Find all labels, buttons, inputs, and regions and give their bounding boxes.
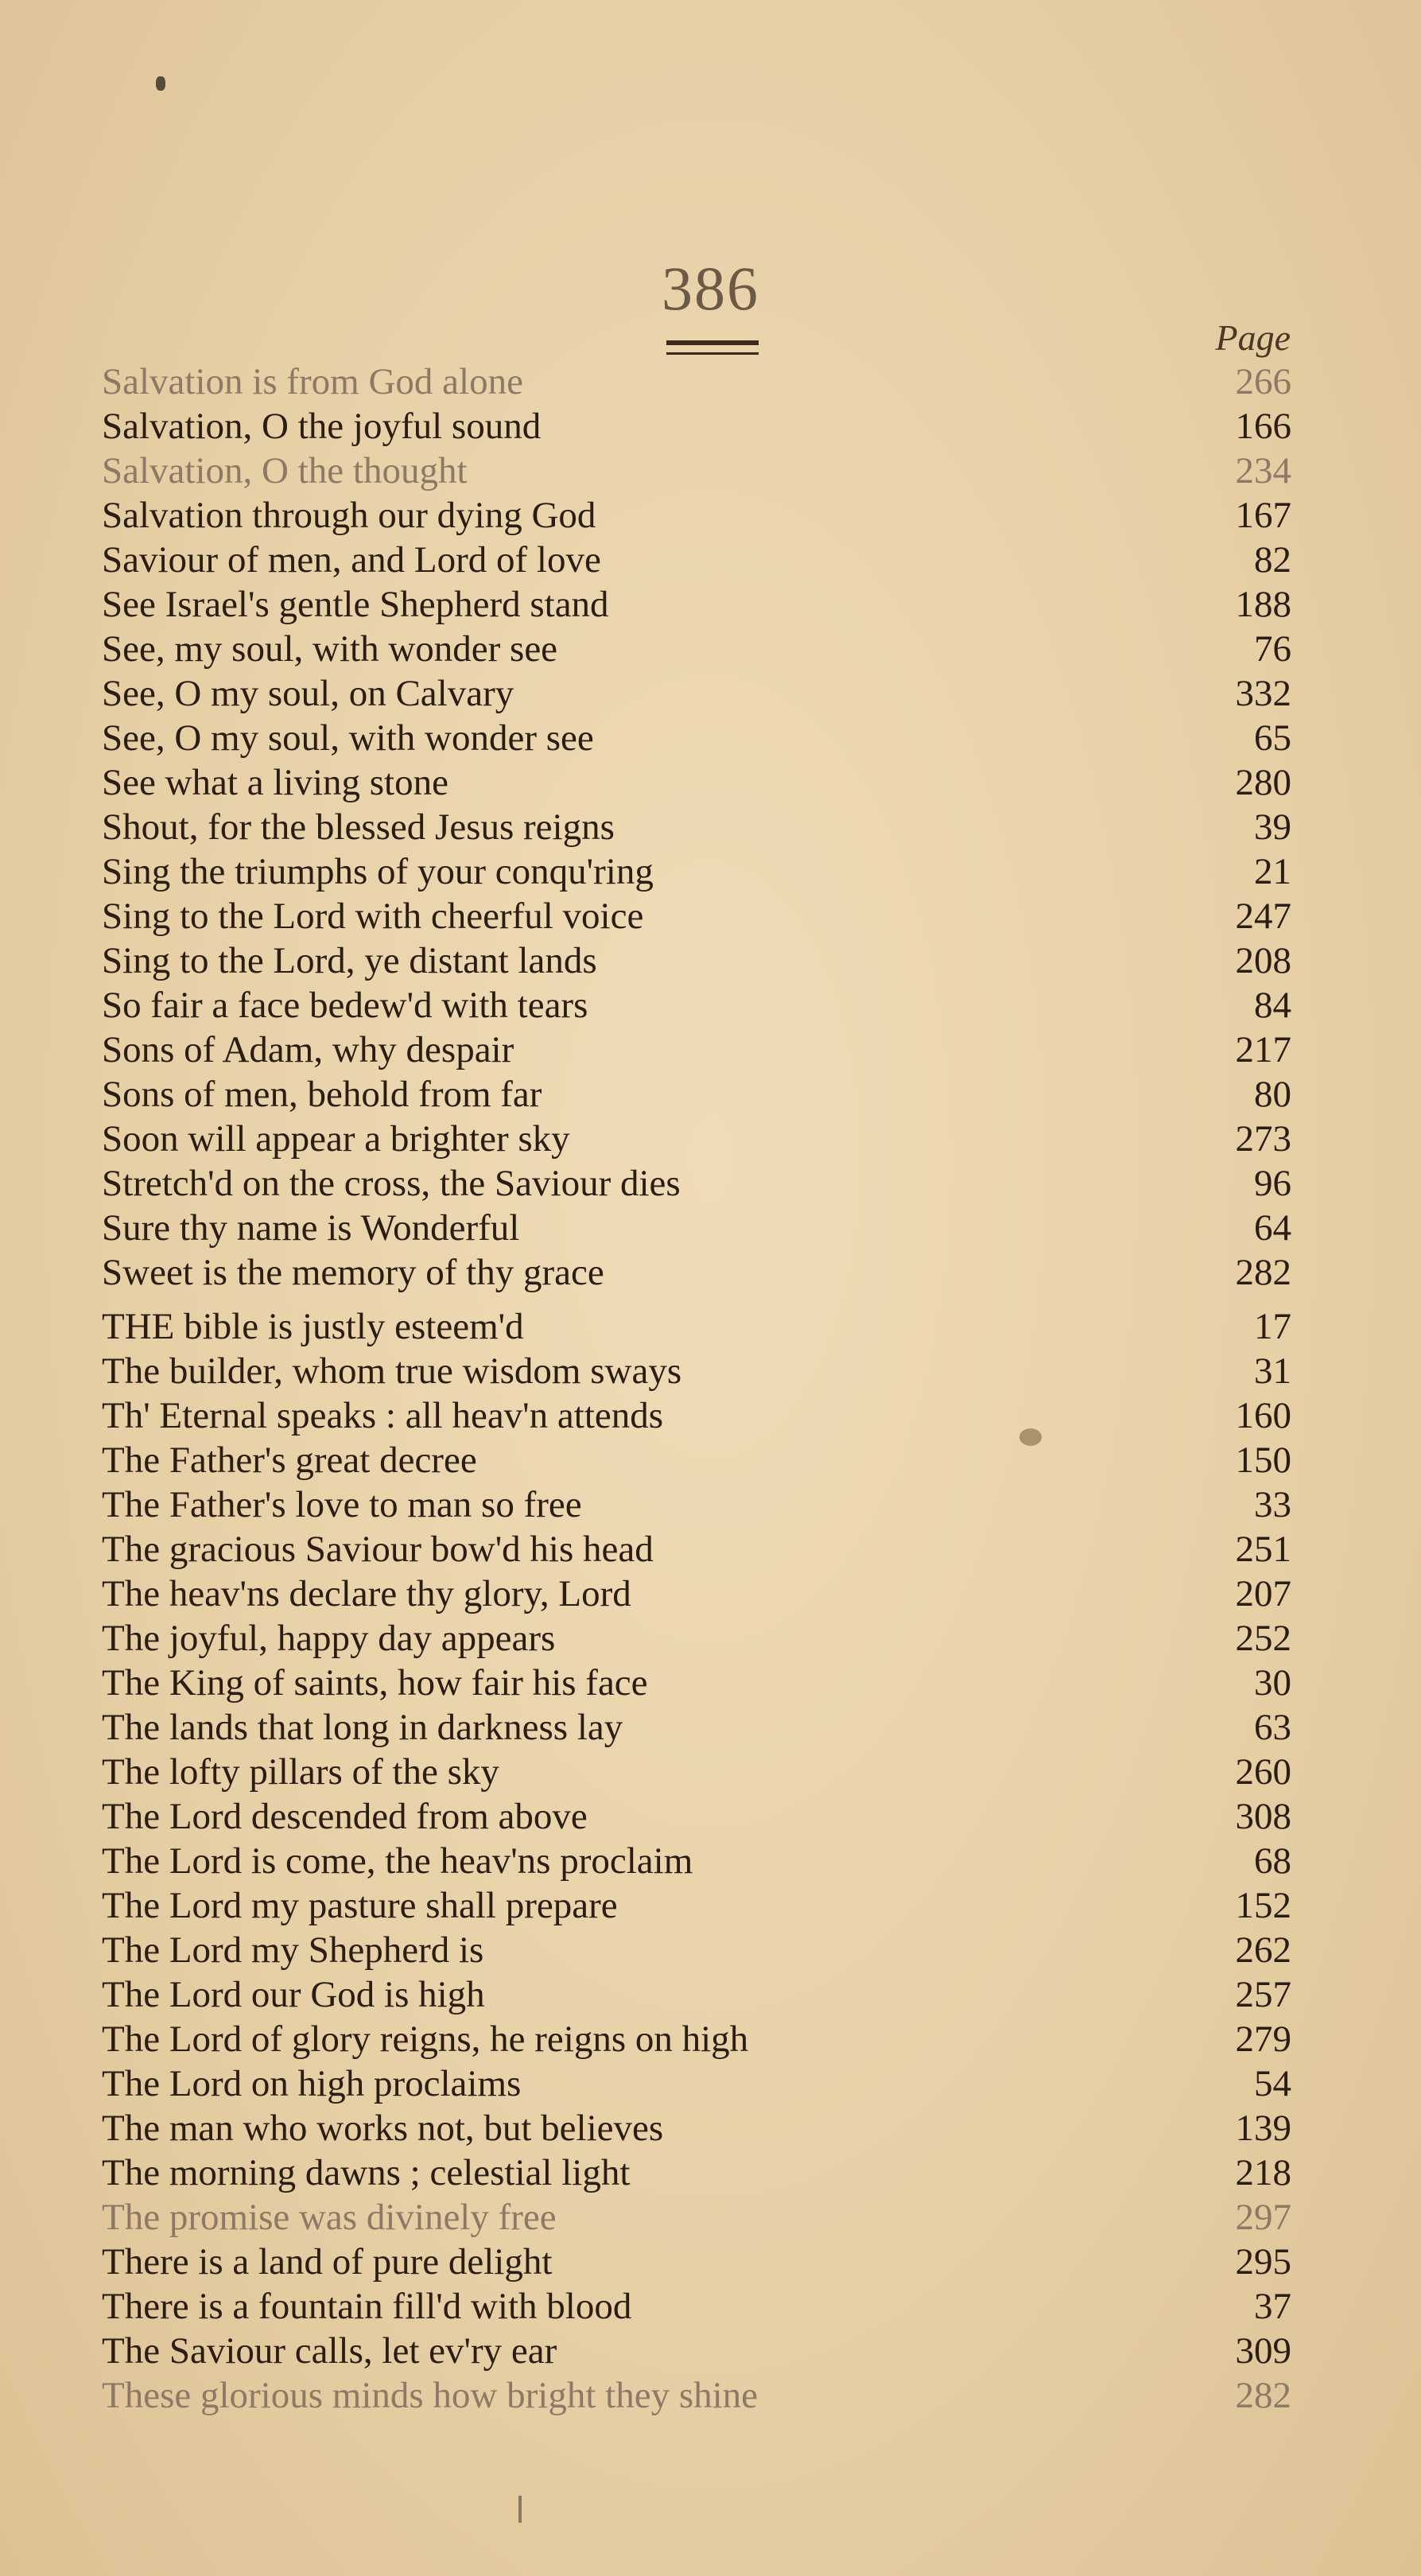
- entry-page-number: 76: [1254, 628, 1291, 670]
- index-entries: [102, 359, 1291, 2418]
- index-entry: [102, 359, 1291, 404]
- index-entry: [102, 1028, 1291, 1072]
- entry-page-number: 160: [1235, 1395, 1291, 1436]
- entry-title: The Father's love to man so free: [102, 1484, 582, 1525]
- index-entry: [102, 1482, 1291, 1527]
- entry-title: Sing the triumphs of your conqu'ring: [102, 851, 654, 892]
- entry-page-number: 280: [1235, 762, 1291, 803]
- entry-title: There is a fountain fill'd with blood: [102, 2286, 632, 2327]
- entry-title: Salvation is from God alone: [102, 361, 523, 402]
- page-number: 386: [662, 254, 759, 323]
- entry-page-number: 208: [1235, 940, 1291, 981]
- entry-page-number: 279: [1235, 2018, 1291, 2060]
- index-entry: [102, 627, 1291, 671]
- entry-title: The builder, whom true wisdom sways: [102, 1350, 682, 1392]
- entry-page-number: 30: [1254, 1662, 1291, 1704]
- index-entry: [102, 2106, 1291, 2151]
- entry-title: THE bible is justly esteem'd: [102, 1306, 524, 1347]
- entry-page-number: 332: [1235, 673, 1291, 714]
- index-entry: [102, 1794, 1291, 1839]
- index-entry: [102, 1616, 1291, 1661]
- entry-title: These glorious minds how bright they shine: [102, 2375, 759, 2416]
- entry-title: Sons of Adam, why despair: [102, 1029, 514, 1070]
- entry-title: See, O my soul, on Calvary: [102, 673, 514, 714]
- entry-page-number: 257: [1235, 1974, 1291, 2015]
- entry-title: Sons of men, behold from far: [102, 1074, 542, 1115]
- index-entry: [102, 1661, 1291, 1705]
- entry-title: The lofty pillars of the sky: [102, 1751, 499, 1793]
- entry-title: Shout, for the blessed Jesus reigns: [102, 806, 615, 848]
- entry-title: The lands that long in darkness lay: [102, 1707, 623, 1748]
- bottom-mark: [518, 2496, 522, 2523]
- index-entry: [102, 1349, 1291, 1393]
- index-entry: [102, 1438, 1291, 1482]
- entry-title: The Lord descended from above: [102, 1796, 588, 1837]
- index-entry: [102, 671, 1291, 716]
- entry-page-number: 188: [1235, 584, 1291, 625]
- entry-title: Soon will appear a brighter sky: [102, 1118, 570, 1160]
- entry-page-number: 282: [1235, 1252, 1291, 1293]
- entry-page-number: 84: [1254, 985, 1291, 1026]
- entry-page-number: 297: [1235, 2197, 1291, 2238]
- entry-title: The heav'ns declare thy glory, Lord: [102, 1573, 631, 1614]
- index-entry: [102, 760, 1291, 805]
- column-header-page: Page: [1215, 317, 1291, 358]
- index-entry: [102, 1304, 1291, 1349]
- entry-page-number: 273: [1235, 1118, 1291, 1160]
- entry-page-number: 252: [1235, 1618, 1291, 1659]
- entry-title: The Lord my pasture shall prepare: [102, 1885, 618, 1926]
- entry-title: So fair a face bedew'd with tears: [102, 985, 588, 1026]
- entry-page-number: 152: [1235, 1885, 1291, 1926]
- entry-title: The Lord is come, the heav'ns proclaim: [102, 1840, 693, 1882]
- entry-page-number: 217: [1235, 1029, 1291, 1070]
- entry-page-number: 266: [1235, 361, 1291, 402]
- entry-title: Salvation, O the thought: [102, 450, 468, 491]
- index-entry: [102, 2329, 1291, 2373]
- entry-title: The Lord our God is high: [102, 1974, 485, 2015]
- entry-page-number: 80: [1254, 1074, 1291, 1115]
- entry-title: See, O my soul, with wonder see: [102, 717, 594, 759]
- entry-page-number: 39: [1254, 806, 1291, 848]
- entry-title: The Lord on high proclaims: [102, 2063, 522, 2104]
- entry-page-number: 282: [1235, 2375, 1291, 2416]
- entry-page-number: 17: [1254, 1306, 1291, 1347]
- entry-page-number: 251: [1235, 1529, 1291, 1570]
- index-entry: [102, 1206, 1291, 1250]
- entry-title: The Father's great decree: [102, 1440, 477, 1481]
- index-entry: [102, 2373, 1291, 2418]
- entry-page-number: 262: [1235, 1929, 1291, 1971]
- index-entry: [102, 2195, 1291, 2240]
- entry-page-number: 65: [1254, 717, 1291, 759]
- index-entry: [102, 1250, 1291, 1295]
- entry-page-number: 96: [1254, 1163, 1291, 1204]
- entry-page-number: 63: [1254, 1707, 1291, 1748]
- entry-page-number: 31: [1254, 1350, 1291, 1392]
- entry-title: The gracious Saviour bow'd his head: [102, 1529, 654, 1570]
- entry-page-number: 33: [1254, 1484, 1291, 1525]
- entry-title: Sure thy name is Wonderful: [102, 1207, 520, 1249]
- index-entry: [102, 2284, 1291, 2329]
- index-entry: [102, 1161, 1291, 1206]
- entry-title: Stretch'd on the cross, the Saviour dies: [102, 1163, 681, 1204]
- entry-title: See Israel's gentle Shepherd stand: [102, 584, 609, 625]
- entry-title: The Lord of glory reigns, he reigns on high: [102, 2018, 749, 2060]
- entry-title: The morning dawns ; celestial light: [102, 2152, 631, 2193]
- header-rule: [666, 340, 759, 355]
- entry-page-number: 207: [1235, 1573, 1291, 1614]
- entry-title: See, my soul, with wonder see: [102, 628, 558, 670]
- index-entry: [102, 2061, 1291, 2106]
- entry-title: The Lord my Shepherd is: [102, 1929, 484, 1971]
- index-entry: [102, 493, 1291, 538]
- entry-page-number: 308: [1235, 1796, 1291, 1837]
- entry-page-number: 150: [1235, 1440, 1291, 1481]
- index-entry: [102, 894, 1291, 938]
- entry-title: Salvation through our dying God: [102, 495, 596, 536]
- index-entry: [102, 1117, 1291, 1161]
- entry-page-number: 295: [1235, 2241, 1291, 2283]
- entry-title: Sweet is the memory of thy grace: [102, 1252, 604, 1293]
- entry-title: Th' Eternal speaks : all heav'n attends: [102, 1395, 664, 1436]
- entry-title: The Saviour calls, let ev'ry ear: [102, 2330, 557, 2372]
- index-entry: [102, 983, 1291, 1028]
- index-entry: [102, 1883, 1291, 1928]
- index-entry: [102, 1972, 1291, 2017]
- ink-mark: [156, 76, 165, 91]
- entry-page-number: 21: [1254, 851, 1291, 892]
- index-entry: [102, 2240, 1291, 2284]
- index-entry: [102, 938, 1291, 983]
- entry-page-number: 54: [1254, 2063, 1291, 2104]
- index-entry: [102, 404, 1291, 449]
- entry-title: See what a living stone: [102, 762, 448, 803]
- entry-page-number: 68: [1254, 1840, 1291, 1882]
- entry-page-number: 234: [1235, 450, 1291, 491]
- entry-page-number: 82: [1254, 539, 1291, 581]
- index-entry: [102, 1572, 1291, 1616]
- entry-title: The joyful, happy day appears: [102, 1618, 556, 1659]
- entry-page-number: 64: [1254, 1207, 1291, 1249]
- entry-title: There is a land of pure delight: [102, 2241, 553, 2283]
- index-entry: [102, 1393, 1291, 1438]
- index-entry: [102, 2151, 1291, 2195]
- index-entry: [102, 805, 1291, 849]
- entry-page-number: 167: [1235, 495, 1291, 536]
- index-entry: [102, 716, 1291, 760]
- index-entry: [102, 1705, 1291, 1750]
- entry-page-number: 139: [1235, 2108, 1291, 2149]
- entry-title: Sing to the Lord, ye distant lands: [102, 940, 597, 981]
- index-entry: [102, 1527, 1291, 1572]
- entry-page-number: 166: [1235, 406, 1291, 447]
- index-entry: [102, 449, 1291, 493]
- index-entry: [102, 582, 1291, 627]
- entry-title: Sing to the Lord with cheerful voice: [102, 896, 644, 937]
- entry-page-number: 309: [1235, 2330, 1291, 2372]
- entry-page-number: 218: [1235, 2152, 1291, 2193]
- index-entry: [102, 1072, 1291, 1117]
- entry-title: The King of saints, how fair his face: [102, 1662, 648, 1704]
- index-entry: [102, 2017, 1291, 2061]
- ink-blot: [1019, 1428, 1042, 1446]
- entry-title: Salvation, O the joyful sound: [102, 406, 542, 447]
- entry-page-number: 260: [1235, 1751, 1291, 1793]
- index-entry: [102, 538, 1291, 582]
- entry-title: The promise was divinely free: [102, 2197, 557, 2238]
- index-entry: [102, 1750, 1291, 1794]
- index-entry: [102, 1928, 1291, 1972]
- entry-title: Saviour of men, and Lord of love: [102, 539, 601, 581]
- index-entry: [102, 1839, 1291, 1883]
- entry-page-number: 37: [1254, 2286, 1291, 2327]
- entry-title: The man who works not, but believes: [102, 2108, 664, 2149]
- entry-page-number: 247: [1235, 896, 1291, 937]
- index-entry: [102, 849, 1291, 894]
